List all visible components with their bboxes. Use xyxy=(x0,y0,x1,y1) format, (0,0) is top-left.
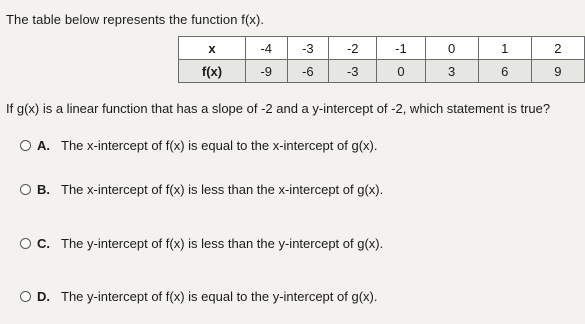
x-cell: -1 xyxy=(377,37,425,60)
x-cell: 2 xyxy=(531,37,584,60)
table-row-fx xyxy=(179,60,585,83)
fx-cell: 9 xyxy=(531,60,584,83)
choice-letter: B. xyxy=(37,182,50,197)
choice-text: The y-intercept of f(x) is equal to the y-intercept of g(x). xyxy=(61,289,378,304)
fx-cell: -9 xyxy=(245,60,287,83)
radio-button[interactable] xyxy=(20,140,31,151)
fx-cell: 3 xyxy=(425,60,478,83)
x-cell: 0 xyxy=(425,37,478,60)
fx-cell: -3 xyxy=(329,60,377,83)
x-header: x xyxy=(179,37,246,60)
choice-text: The x-intercept of f(x) is less than the x-intercept of g(x). xyxy=(61,182,384,197)
fx-cell: -6 xyxy=(287,60,329,83)
choice-text: The y-intercept of f(x) is less than the y-intercept of g(x). xyxy=(61,236,384,251)
choice-text: The x-intercept of f(x) is equal to the x-intercept of g(x). xyxy=(61,138,378,153)
choice-letter: A. xyxy=(37,138,50,153)
function-table xyxy=(178,36,585,83)
intro-text: The table below represents the function f(x). xyxy=(6,12,265,27)
choice-d[interactable] xyxy=(20,289,377,304)
radio-button[interactable] xyxy=(20,238,31,249)
question-text: If g(x) is a linear function that has a slope of -2 and a y-intercept of -2, which statement is true? xyxy=(6,101,551,116)
choice-a[interactable] xyxy=(20,138,377,153)
x-cell: -2 xyxy=(329,37,377,60)
choice-c[interactable] xyxy=(20,236,383,251)
fx-cell: 0 xyxy=(377,60,425,83)
choice-letter: C. xyxy=(37,236,50,251)
fx-cell: 6 xyxy=(478,60,531,83)
choice-letter: D. xyxy=(37,289,50,304)
fx-header: f(x) xyxy=(179,60,246,83)
x-cell: -3 xyxy=(287,37,329,60)
x-cell: -4 xyxy=(245,37,287,60)
radio-button[interactable] xyxy=(20,291,31,302)
x-cell: 1 xyxy=(478,37,531,60)
radio-button[interactable] xyxy=(20,184,31,195)
choice-b[interactable] xyxy=(20,182,383,197)
table-row-x xyxy=(179,37,585,60)
